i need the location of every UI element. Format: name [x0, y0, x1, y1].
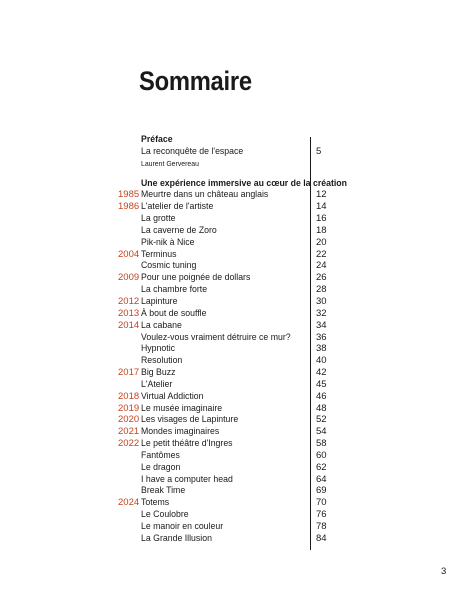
entry-page-number: 45 — [316, 378, 327, 390]
toc-entry[interactable] — [0, 403, 462, 415]
toc-entry[interactable] — [0, 260, 462, 272]
entry-title: La reconquête de l'espace — [141, 145, 244, 157]
entry-title: Les visages de Lapinture — [141, 414, 239, 426]
entry-page-number: 52 — [316, 414, 327, 426]
entry-title: La grotte — [141, 213, 176, 225]
toc-entry[interactable] — [0, 450, 462, 462]
toc-entry[interactable] — [0, 320, 462, 332]
entry-title: La cabane — [141, 319, 182, 331]
toc-entry[interactable] — [0, 485, 462, 497]
entry-title: Pour une poignée de dollars — [141, 272, 251, 284]
entry-page-number: 24 — [316, 260, 327, 272]
entry-title: Le musée imaginaire — [141, 402, 223, 414]
entry-title: Virtual Addiction — [141, 390, 204, 402]
entry-year: 2017 — [118, 367, 140, 379]
entry-title: Laurent Gervereau — [141, 158, 199, 168]
entry-title: Big Buzz — [141, 367, 176, 379]
toc-entry[interactable] — [0, 509, 462, 521]
entry-title: Meurtre dans un château anglais — [141, 189, 269, 201]
entry-title: Préface — [141, 134, 173, 145]
entry-year: 2022 — [118, 438, 140, 450]
entry-page-number: 14 — [316, 201, 327, 213]
entry-year: 2021 — [118, 426, 140, 438]
toc-entry[interactable] — [0, 391, 462, 403]
entry-page-number: 62 — [316, 461, 327, 473]
toc-entry[interactable] — [0, 533, 462, 545]
toc-entry[interactable] — [0, 237, 462, 249]
entry-year: 2019 — [118, 402, 140, 414]
table-of-contents — [0, 134, 462, 545]
entry-year: 1985 — [118, 189, 140, 201]
entry-year: 2014 — [118, 319, 140, 331]
entry-title: Le manoir en couleur — [141, 521, 224, 532]
entry-page-number: 64 — [316, 473, 327, 485]
entry-page-number: 42 — [316, 367, 327, 379]
author-line — [0, 158, 462, 170]
entry-title: I have a computer head — [141, 473, 233, 485]
entry-page-number: 32 — [316, 307, 327, 319]
entry-title: Resolution — [141, 355, 183, 367]
entry-page-number: 18 — [316, 224, 327, 236]
entry-title: Cosmic tuning — [141, 260, 197, 272]
entry-title: La chambre forte — [141, 284, 208, 296]
entry-page-number: 28 — [316, 284, 327, 296]
entry-page-number: 60 — [316, 449, 327, 461]
toc-entry[interactable] — [0, 355, 462, 367]
entry-title: Lapinture — [141, 295, 178, 307]
entry-page-number: 78 — [316, 521, 327, 532]
toc-entry[interactable] — [0, 146, 462, 158]
entry-page-number: 16 — [316, 213, 327, 225]
entry-page-number: 58 — [316, 438, 327, 450]
entry-page-number: 34 — [316, 319, 327, 331]
entry-year: 2018 — [118, 390, 140, 402]
entry-page-number: 12 — [316, 189, 327, 201]
entry-year: 2020 — [118, 414, 140, 426]
entry-page-number: 84 — [316, 532, 327, 544]
entry-page-number: 70 — [316, 497, 327, 509]
toc-entry[interactable] — [0, 308, 462, 320]
toc-entry[interactable] — [0, 213, 462, 225]
entry-title: La caverne de Zoro — [141, 224, 217, 236]
entry-title: L'Atelier — [141, 378, 173, 390]
page-number: 3 — [441, 566, 447, 577]
entry-title: Pik-nik à Nice — [141, 236, 195, 248]
toc-entry[interactable] — [0, 379, 462, 391]
toc-entry[interactable] — [0, 521, 462, 533]
entry-page-number: 40 — [316, 355, 327, 367]
toc-entry[interactable] — [0, 367, 462, 379]
entry-year: 2024 — [118, 497, 140, 509]
section-heading — [0, 134, 462, 146]
toc-entry[interactable] — [0, 296, 462, 308]
entry-title: Le dragon — [141, 461, 181, 473]
toc-entry[interactable] — [0, 414, 462, 426]
toc-entry[interactable] — [0, 474, 462, 486]
toc-entry[interactable] — [0, 438, 462, 450]
entry-year: 1986 — [118, 201, 140, 213]
toc-entry[interactable] — [0, 343, 462, 355]
entry-title: Mondes imaginaires — [141, 426, 220, 438]
entry-year: 2013 — [118, 307, 140, 319]
entry-title: L'atelier de l'artiste — [141, 201, 214, 213]
spacer — [0, 170, 462, 178]
entry-page-number: 76 — [316, 509, 327, 521]
entry-title: Totems — [141, 497, 170, 509]
toc-entry[interactable] — [0, 225, 462, 237]
toc-entry[interactable] — [0, 497, 462, 509]
toc-entry[interactable] — [0, 426, 462, 438]
entry-page-number: 22 — [316, 248, 327, 260]
entry-year: 2004 — [118, 248, 140, 260]
entry-title: Hypnotic — [141, 343, 176, 355]
entry-year: 2009 — [118, 272, 140, 284]
entry-title: Le Coulobre — [141, 509, 189, 521]
entry-page-number: 20 — [316, 236, 327, 248]
toc-entry[interactable] — [0, 462, 462, 474]
entry-title: À bout de souffle — [141, 307, 207, 319]
entry-page-number: 54 — [316, 426, 327, 438]
toc-entry[interactable] — [0, 189, 462, 201]
entry-page-number: 69 — [316, 485, 327, 497]
entry-title: Voulez-vous vraiment détruire ce mur? — [141, 331, 291, 343]
toc-entry[interactable] — [0, 284, 462, 296]
toc-entry[interactable] — [0, 272, 462, 284]
toc-entry[interactable] — [0, 201, 462, 213]
entry-page-number: 30 — [316, 295, 327, 307]
entry-page-number: 26 — [316, 272, 327, 284]
page-title: Sommaire — [139, 66, 252, 96]
entry-title: Le petit théâtre d'Ingres — [141, 438, 233, 450]
section-heading — [0, 178, 462, 190]
entry-title: La Grande Illusion — [141, 532, 212, 544]
toc-entry[interactable] — [0, 332, 462, 344]
entry-page-number: 38 — [316, 343, 327, 355]
entry-page-number: 36 — [316, 331, 327, 343]
entry-title: Break Time — [141, 485, 186, 497]
entry-page-number: 48 — [316, 402, 327, 414]
entry-title: Une expérience immersive au cœur de la création — [141, 177, 347, 189]
entry-title: Fantômes — [141, 449, 180, 461]
entry-page-number: 46 — [316, 390, 327, 402]
entry-page-number: 5 — [316, 145, 322, 157]
entry-year: 2012 — [118, 295, 140, 307]
toc-entry[interactable] — [0, 249, 462, 261]
entry-title: Terminus — [141, 248, 177, 260]
